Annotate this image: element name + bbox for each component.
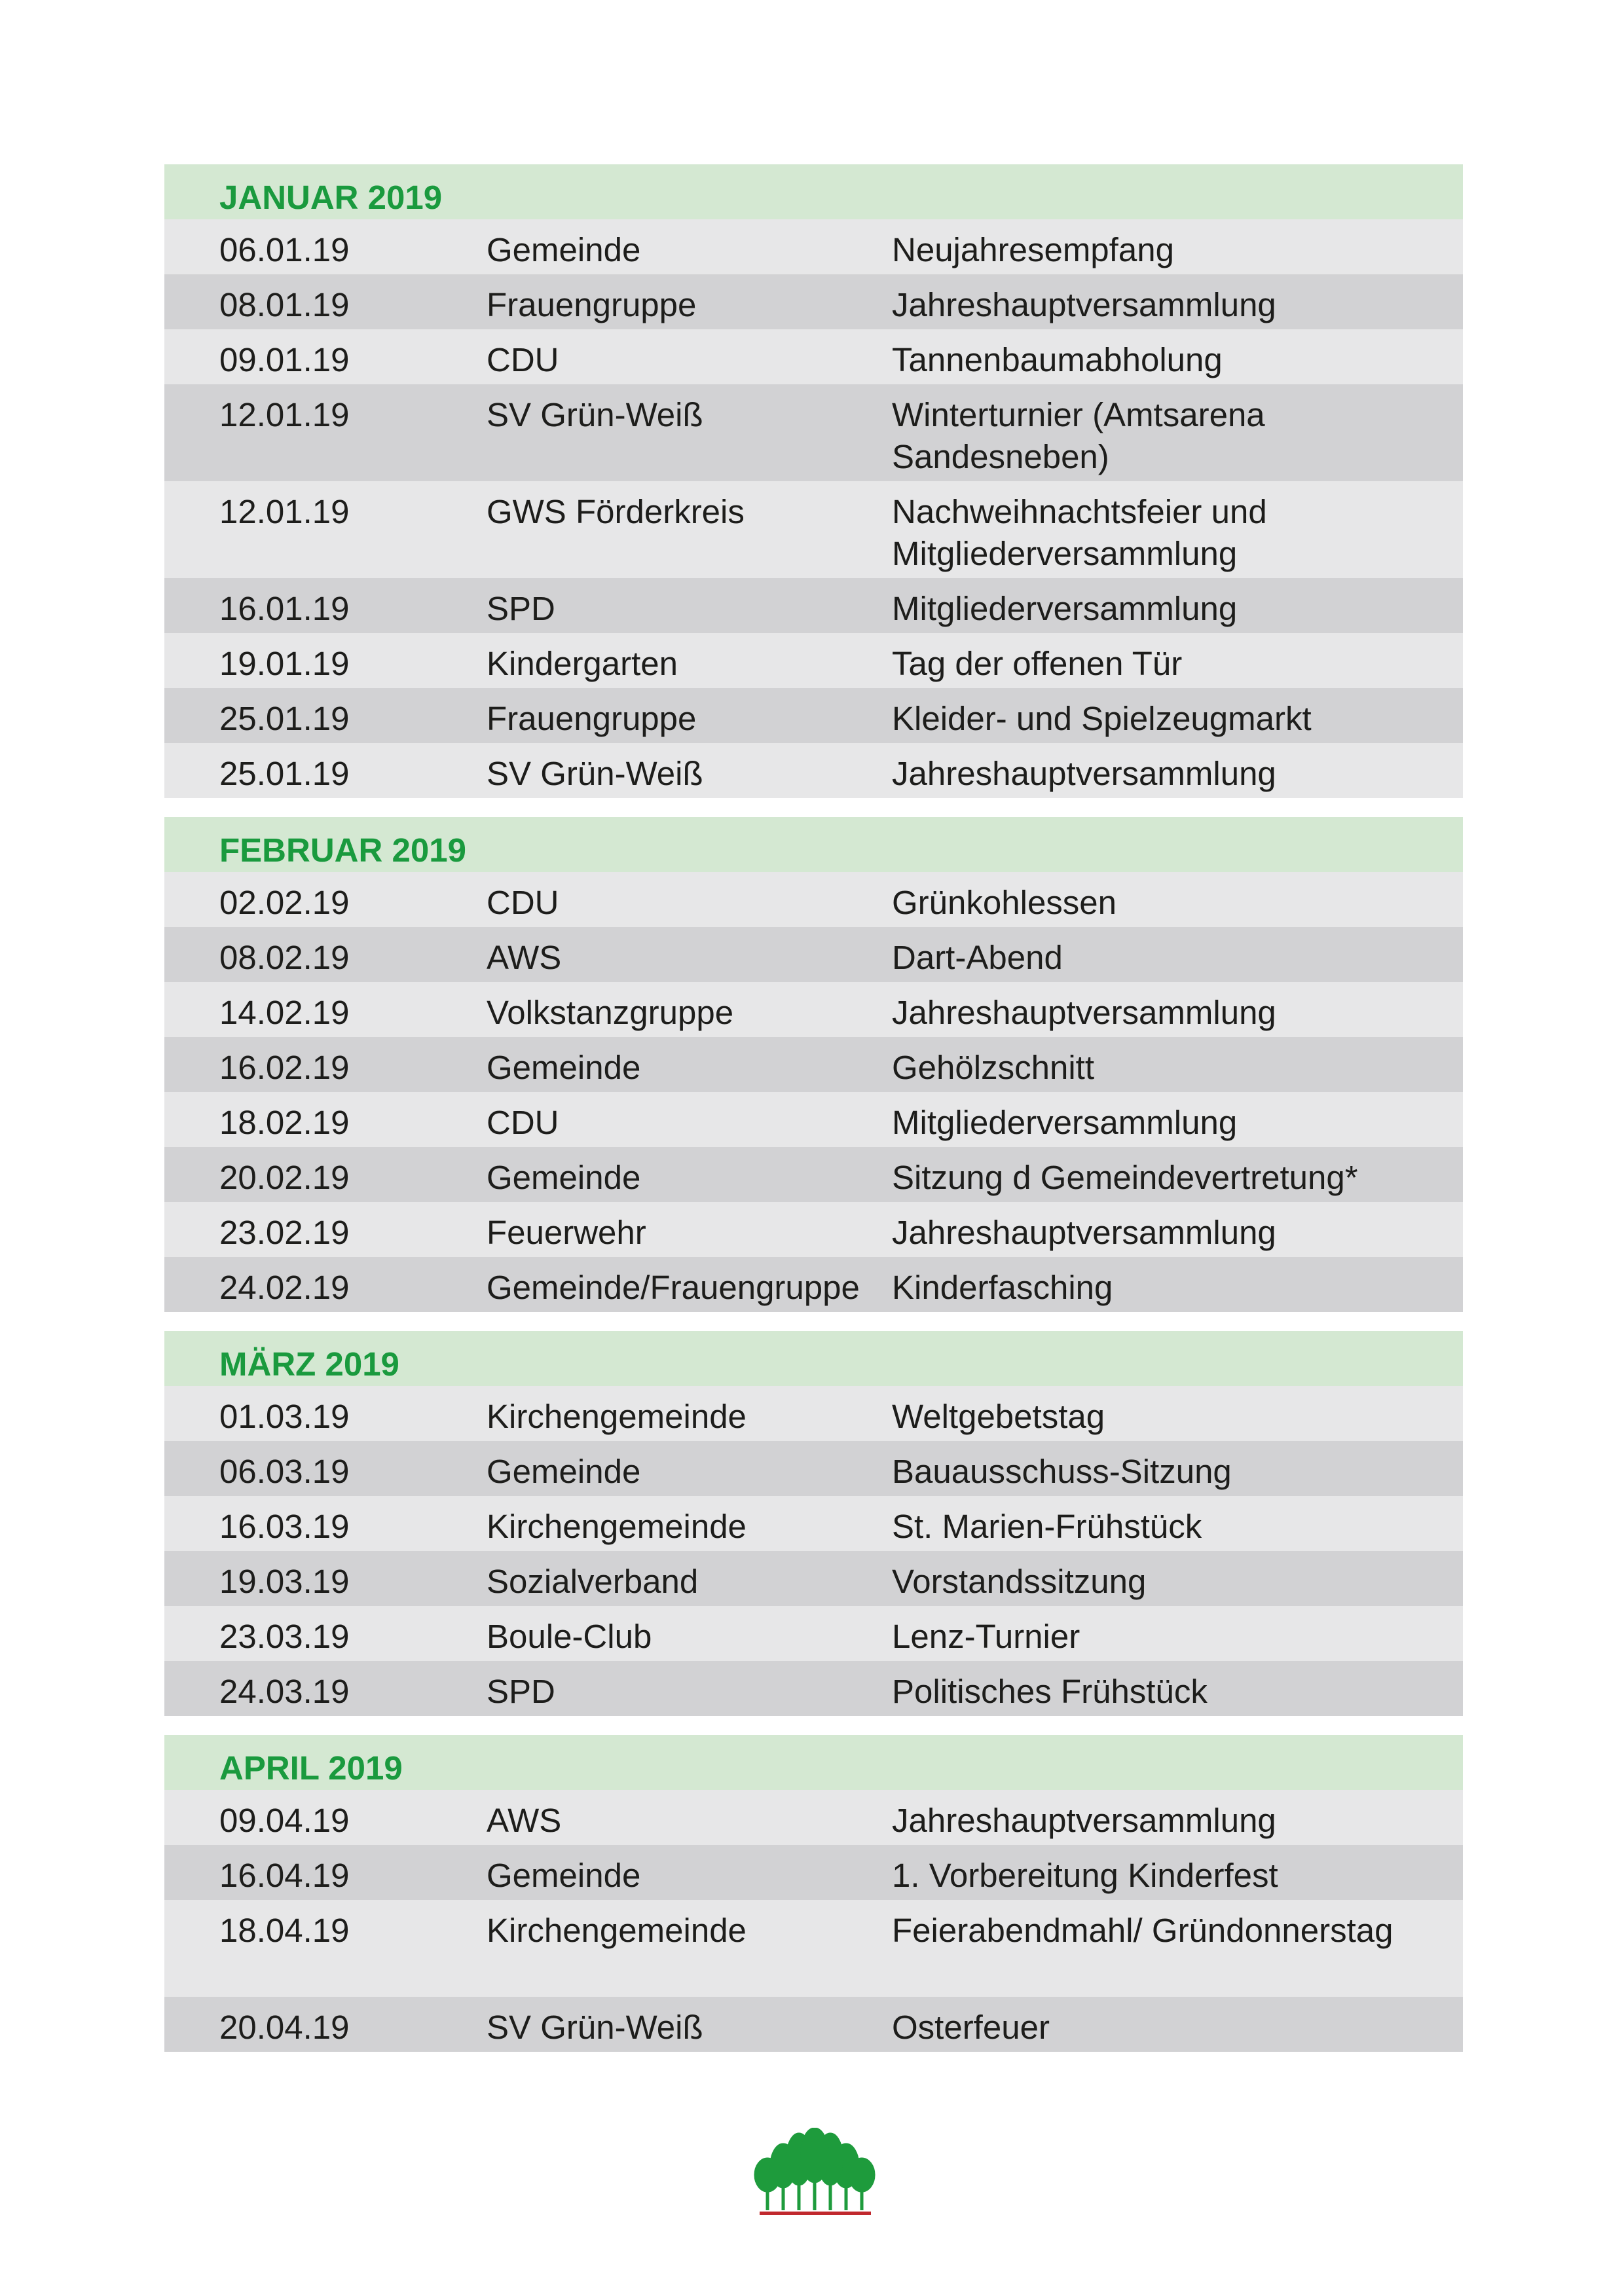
- event-organizer: Frauengruppe: [487, 700, 697, 737]
- table-row: [164, 1496, 1463, 1551]
- event-date: 16.03.19: [219, 1508, 350, 1545]
- event-title: Nachweihnachtsfeier und Mitgliederversammlung: [892, 493, 1267, 572]
- event-organizer: Kirchengemeinde: [487, 1508, 747, 1545]
- event-date: 16.01.19: [219, 590, 350, 627]
- month-section-januar: [164, 164, 1463, 798]
- event-date: 06.03.19: [219, 1453, 350, 1490]
- table-row: [164, 1147, 1463, 1202]
- event-title: Lenz-Turnier: [892, 1618, 1080, 1655]
- event-title: Osterfeuer: [892, 2009, 1050, 2046]
- event-date: 02.02.19: [219, 884, 350, 921]
- month-title: MÄRZ 2019: [164, 1331, 1463, 1386]
- event-organizer: Gemeinde/Frauengruppe: [487, 1269, 860, 1306]
- event-date: 19.03.19: [219, 1563, 350, 1600]
- event-organizer: Gemeinde: [487, 1159, 641, 1196]
- event-title: Kleider- und Spielzeugmarkt: [892, 700, 1312, 737]
- table-row: [164, 329, 1463, 384]
- table-row: [164, 1661, 1463, 1716]
- event-organizer: Kindergarten: [487, 645, 678, 682]
- table-row: [164, 1202, 1463, 1257]
- table-row: [164, 578, 1463, 633]
- table-row: [164, 384, 1463, 481]
- event-title: Weltgebetstag: [892, 1398, 1105, 1435]
- event-title: Tannenbaumabholung: [892, 341, 1223, 378]
- table-row: [164, 1606, 1463, 1661]
- table-row: [164, 1092, 1463, 1147]
- event-date: 09.01.19: [219, 341, 350, 378]
- event-date: 23.03.19: [219, 1618, 350, 1655]
- event-date: 01.03.19: [219, 1398, 350, 1435]
- table-row: [164, 219, 1463, 274]
- event-title: Sitzung d Gemeindevertretung*: [892, 1159, 1358, 1196]
- event-title: Winterturnier (Amtsarena Sandesneben): [892, 396, 1265, 475]
- event-date: 18.02.19: [219, 1104, 350, 1141]
- event-date: 20.04.19: [219, 2009, 350, 2046]
- table-row: [164, 1037, 1463, 1092]
- event-organizer: Kirchengemeinde: [487, 1912, 747, 1949]
- event-date: 16.02.19: [219, 1049, 350, 1086]
- table-row: [164, 688, 1463, 743]
- event-title: Jahreshauptversammlung: [892, 1214, 1276, 1251]
- table-row: [164, 1900, 1463, 1997]
- event-title: Grünkohlessen: [892, 884, 1117, 921]
- month-title: JANUAR 2019: [164, 164, 1463, 219]
- event-date: 14.02.19: [219, 994, 350, 1031]
- event-title: Jahreshauptversammlung: [892, 755, 1276, 792]
- event-organizer: Boule-Club: [487, 1618, 652, 1655]
- event-organizer: SV Grün-Weiß: [487, 396, 703, 433]
- event-date: 19.01.19: [219, 645, 350, 682]
- month-section-maerz: [164, 1331, 1463, 1716]
- table-row: [164, 1257, 1463, 1312]
- event-organizer: CDU: [487, 1104, 559, 1141]
- event-title: Kinderfasching: [892, 1269, 1113, 1306]
- event-title: Tag der offenen Tür: [892, 645, 1183, 682]
- event-organizer: Volkstanzgruppe: [487, 994, 734, 1031]
- table-row: [164, 1441, 1463, 1496]
- event-organizer: Sozialverband: [487, 1563, 699, 1600]
- table-row: [164, 633, 1463, 688]
- event-title: Neujahresempfang: [892, 231, 1174, 268]
- event-title: St. Marien-Frühstück: [892, 1508, 1202, 1545]
- event-date: 18.04.19: [219, 1912, 350, 1949]
- table-row: [164, 743, 1463, 798]
- event-date: 20.02.19: [219, 1159, 350, 1196]
- table-row: [164, 1997, 1463, 2052]
- event-organizer: SPD: [487, 590, 555, 627]
- table-row: [164, 1845, 1463, 1900]
- table-row: [164, 872, 1463, 927]
- event-date: 06.01.19: [219, 231, 350, 268]
- table-row: [164, 274, 1463, 329]
- event-date: 24.02.19: [219, 1269, 350, 1306]
- event-title: Jahreshauptversammlung: [892, 286, 1276, 323]
- event-title: Dart-Abend: [892, 939, 1063, 976]
- event-organizer: Kirchengemeinde: [487, 1398, 747, 1435]
- event-date: 16.04.19: [219, 1857, 350, 1894]
- event-organizer: Gemeinde: [487, 1857, 641, 1894]
- event-title: 1. Vorbereitung Kinderfest: [892, 1857, 1278, 1894]
- event-date: 24.03.19: [219, 1673, 350, 1710]
- event-date: 12.01.19: [219, 493, 350, 530]
- event-title: Jahreshauptversammlung: [892, 994, 1276, 1031]
- table-row: [164, 982, 1463, 1037]
- event-organizer: CDU: [487, 884, 559, 921]
- event-organizer: Feuerwehr: [487, 1214, 646, 1251]
- event-title: Politisches Frühstück: [892, 1673, 1208, 1710]
- trees-logo-icon: [752, 2128, 877, 2219]
- event-organizer: SV Grün-Weiß: [487, 755, 703, 792]
- event-date: 08.01.19: [219, 286, 350, 323]
- event-organizer: CDU: [487, 341, 559, 378]
- event-organizer: AWS: [487, 939, 562, 976]
- month-title: FEBRUAR 2019: [164, 817, 1463, 872]
- event-organizer: SPD: [487, 1673, 555, 1710]
- event-date: 08.02.19: [219, 939, 350, 976]
- event-title: Mitgliederversammlung: [892, 590, 1238, 627]
- event-organizer: Gemeinde: [487, 1049, 641, 1086]
- month-section-februar: [164, 817, 1463, 1312]
- event-title: Feierabendmahl/ Gründonnerstag: [892, 1912, 1393, 1949]
- month-title: APRIL 2019: [164, 1735, 1463, 1790]
- event-title: Gehölzschnitt: [892, 1049, 1094, 1086]
- table-row: [164, 481, 1463, 578]
- event-organizer: Frauengruppe: [487, 286, 697, 323]
- event-date: 09.04.19: [219, 1802, 350, 1839]
- event-title: Mitgliederversammlung: [892, 1104, 1238, 1141]
- event-title: Bauausschuss-Sitzung: [892, 1453, 1232, 1490]
- event-organizer: AWS: [487, 1802, 562, 1839]
- event-organizer: GWS Förderkreis: [487, 493, 745, 530]
- table-row: [164, 927, 1463, 982]
- event-date: 25.01.19: [219, 700, 350, 737]
- event-date: 12.01.19: [219, 396, 350, 433]
- event-organizer: SV Grün-Weiß: [487, 2009, 703, 2046]
- event-title: Vorstandssitzung: [892, 1563, 1147, 1600]
- event-calendar: [164, 164, 1463, 2071]
- table-row: [164, 1790, 1463, 1845]
- event-title: Jahreshauptversammlung: [892, 1802, 1276, 1839]
- table-row: [164, 1551, 1463, 1606]
- event-date: 25.01.19: [219, 755, 350, 792]
- event-date: 23.02.19: [219, 1214, 350, 1251]
- event-organizer: Gemeinde: [487, 231, 641, 268]
- table-row: [164, 1386, 1463, 1441]
- month-section-april: [164, 1735, 1463, 2052]
- event-organizer: Gemeinde: [487, 1453, 641, 1490]
